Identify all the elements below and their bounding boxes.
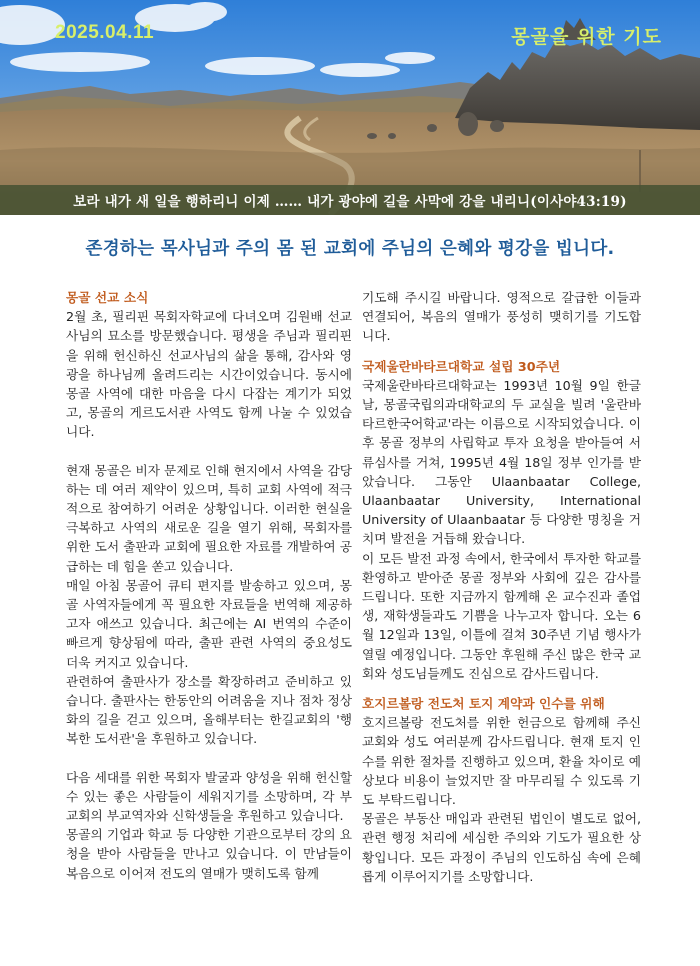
paragraph: 관련하여 출판사가 장소를 확장하려고 준비하고 있습니다. 출판사는 한동안의 어려움을 지나 점차 정상화의 길을 걷고 있으며, 올해부터는 한길교회의 '행복한 도서관'을 후원하고 있습니다. (66, 673, 352, 747)
paragraph: 몽골의 기업과 학교 등 다양한 기관으로부터 강의 요청을 받아 사람들을 만나고 있습니다. 이 만남들이 복음으로 이어져 전도의 열매가 맺히도록 함께 (66, 827, 352, 881)
paragraph: 다음 세대를 위한 목회자 발굴과 양성을 위해 헌신할 수 있는 좋은 사람들이 세워지기를 소망하며, 각 부교회의 부교역자와 신학생들을 후원하고 있습니다. (66, 769, 352, 824)
section-heading-mission-news: 몽골 선교 소식 (66, 290, 149, 305)
paragraph: 현재 몽골은 비자 문제로 인해 현지에서 사역을 감당하는 데 여러 제약이 있으며, 특히 교회 사역에 적극적으로 참여하기 어려운 상황입니다. 이러한 현실을 극복하고 사역의 새로운 길을 열기 위해, 목회자를 위한 도서 출판과 교회에 필요한 자료를 개발하여 공급하는 데 힘을 쏟고 있습니다. (66, 462, 352, 574)
paragraph: 이 모든 발전 과정 속에서, 한국에서 투자한 학교를 환영하고 받아준 몽골 정부와 사회에 깊은 감사를 드립니다. 또한 지금까지 함께해 온 교수진과 졸업생, 재학생들과도 기쁨을 나누고자 합니다. 오는 6월 12일과 13일, 이틀에 걸쳐 30주년 기념 행사가 열릴 예정입니다. 그동안 후원해 주신 많은 한국 교회와 성도님들께도 진심으로 감사드립니다. (362, 550, 641, 681)
paragraph: 기도해 주시길 바랍니다. 영적으로 갈급한 이들과 연결되어, 복음의 열매가 풍성히 맺히기를 기도합니다. (362, 290, 641, 344)
greeting-heading: 존경하는 목사님과 주의 몸 된 교회에 주님의 은혜와 평강을 빕니다. (85, 239, 615, 259)
paragraph: 호지르볼랑 전도처를 위한 헌금으로 함께해 주신 교회와 성도 여러분께 감사드립니다. 현재 토지 인수를 위한 절차를 진행하고 있으며, 환율 차이로 예상보다 비용이 늘었지만 잘 마무리될 수 있도록 기도 부탁드립니다. (362, 715, 641, 808)
left-column (66, 288, 352, 883)
scripture-verse: 보라 내가 새 일을 행하리니 이제 …… 내가 광야에 길을 사막에 강을 내리니(이사야43:19) (73, 194, 627, 210)
issue-date: 2025.04.11 (55, 22, 155, 43)
header-banner (0, 0, 700, 215)
paragraph: 매일 아침 몽골어 큐티 편지를 발송하고 있으며, 몽골 사역자들에게 꼭 필요한 자료들을 번역해 제공하고자 애쓰고 있습니다. 최근에는 AI 번역의 수준이 빠르게 향상됨에 따라, 출판 관련 사역의 중요성도 더욱 커지고 있습니다. (66, 577, 352, 670)
paragraph: 국제울란바타르대학교는 1993년 10월 9일 한글날, 몽골국립의과대학교의 두 교실을 빌려 '울란바타르한국어학교'라는 이름으로 시작되었습니다. 이후 몽골 정부의 사립학교 투자 요청을 받아들여 서류심사를 거쳐, 1995년 4월 18일 정부 인가를 받았습니다. 그동안 Ulaanbaatar College, Ulaanbaatar University, International University of Ulaanbaatar 등 다양한 명칭을 거치며 발전을 거듭해 왔습니다. (362, 377, 641, 547)
newsletter-title: 몽골을 위한 기도 (511, 26, 662, 48)
right-column (362, 288, 641, 886)
section-heading-land-contract: 호지르볼랑 전도처 토지 계약과 인수를 위해 (362, 696, 605, 712)
paragraph: 몽골은 부동산 매입과 관련된 법인이 별도로 없어, 관련 행정 처리에 세심한 주의와 기도가 필요한 상황입니다. 모든 과정이 주님의 인도하심 속에 은혜롭게 이루어지기를 소망합니다. (362, 811, 641, 884)
section-heading-university-anniversary: 국제울란바타르대학교 설립 30주년 (362, 358, 561, 374)
paragraph: 2월 초, 필리핀 목회자학교에 다녀오며 김원배 선교사님의 묘소를 방문했습니다. 평생을 주님과 필리핀을 위해 헌신하신 선교사님의 삶을 통해, 감사와 영광을 하나님께 올려드리는 시간이었습니다. 동시에 몽골 사역에 대한 마음을 다시 다잡는 계기가 되었고, 몽골의 게르도서관 사역도 함께 나눌 수 있었습니다. (66, 309, 352, 440)
